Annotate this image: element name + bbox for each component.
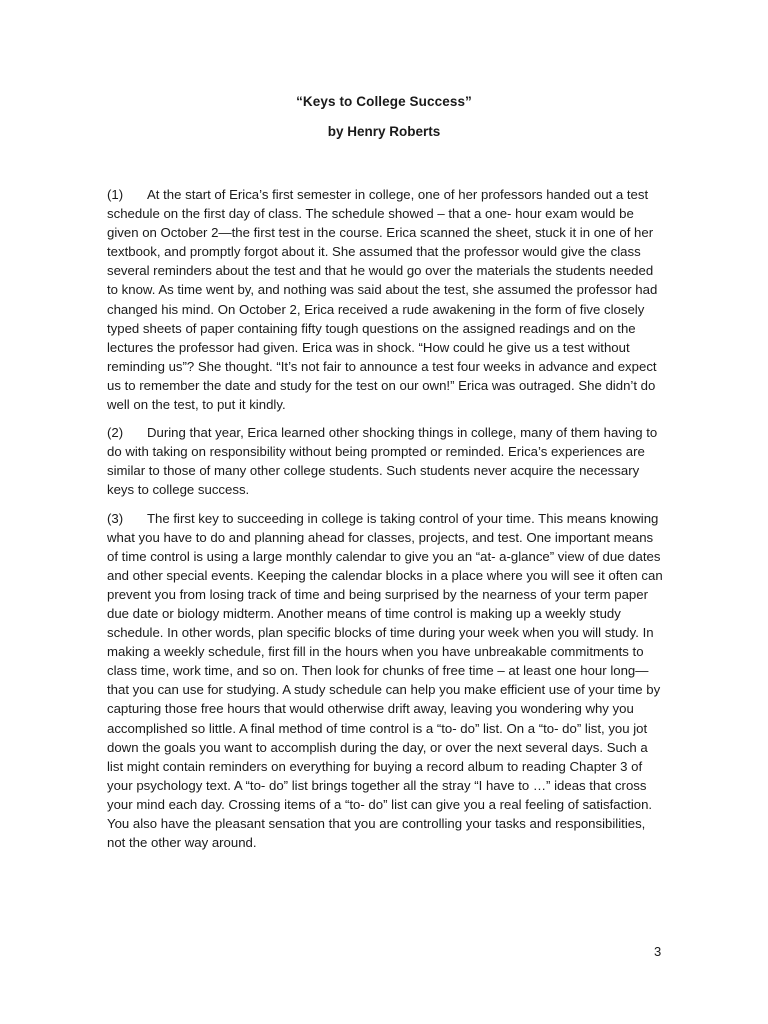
- paragraph-number: (1): [107, 187, 124, 202]
- document-body: [107, 185, 663, 861]
- paragraph-3: [107, 509, 663, 853]
- paragraph-number: (3): [107, 510, 124, 526]
- paragraph-number: (2): [107, 425, 124, 441]
- paragraph-text: The first key to succeeding in college is taking control of your time. This means knowing what you have to do and planning ahead for classes, projects, and test. One important means of time control is using a large monthly calendar to give you an “at- a-glance” view of due dates and other special events. Keeping the calendar blocks in a place where you will see it often can prevent you from losing track of time and being surprised by the nearness of your term paper due date or biology midterm. Another means of time control is making up a weekly study schedule. In other words, plan specific blocks of time during your week when you will study. In making a weekly schedule, first fill in the hours when you have unbreakable commitments to class time, work time, and so on. Then look for chunks of free time – at least one hour long—that you can use for studying. A study schedule can help you make efficient use of your time by capturing those free hours that would otherwise drift away, leaving you wondering why you accomplished so little. A final method of time control is a “to- do” list. On a “to- do” list, you jot down the goals you want to accomplish during the day, or over the next several days. Such a list might contain reminders on everything for buying a record album to reading Chapter 3 of your psychology text. A “to- do” list brings together all the stray “I have to …” ideas that cross your mind each day. Crossing items of a “to- do” list can give you a real feeling of satisfaction. You also have the pleasant sensation that you are controlling your tasks and responsibilities, not the other way around.: [107, 510, 663, 851]
- paragraph-2: [107, 423, 663, 499]
- paragraph-text: During that year, Erica learned other shocking things in college, many of them having to do with taking on responsibility without being prompted or reminded. Erica’s experiences are similar to those of many other college students. Such students never acquire the necessary keys to college success.: [107, 425, 658, 498]
- page-number: 3: [654, 944, 662, 959]
- document-title: “Keys to College Success”: [296, 94, 472, 109]
- paragraph-text: At the start of Erica’s first semester in college, one of her professors handed out a test schedule on the first day of class. The schedule showed – that a one- hour exam would be given on October 2—the first test in the course. Erica scanned the sheet, stuck it in one of her textbook, and promptly forgot about it. She assumed that the professor would give the class several reminders about the test and that he would go over the materials the students needed to know. As time went by, and nothing was said about the test, she assumed the professor had changed his mind. On October 2, Erica received a rude awakening in the form of five closely typed sheets of paper containing fifty tough questions on the assigned readings and on the lectures the professor had given. Erica was in shock. “How could he give us a test without reminding us”? She thought. “It’s not fair to announce a test four weeks in advance and expect us to remember the date and study for the test on our own!” Erica was outraged. She didn’t do well on the test, to put it kindly.: [107, 187, 658, 413]
- paragraph-1: [107, 185, 663, 414]
- document-author: by Henry Roberts: [327, 124, 441, 139]
